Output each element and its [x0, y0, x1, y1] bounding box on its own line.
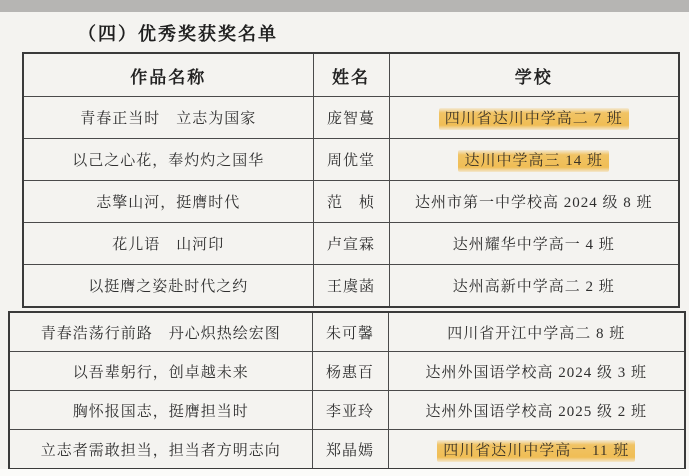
work-cell: 胸怀报国志，挺膺担当时 [9, 391, 312, 430]
name-cell: 郑晶嫣 [312, 430, 388, 470]
table-row [23, 97, 679, 139]
work-cell: 以吾辈躬行，创卓越未来 [9, 352, 312, 391]
work-cell: 青春正当时 立志为国家 [23, 97, 313, 139]
award-table-lower [8, 311, 686, 470]
name-cell: 朱可馨 [312, 312, 388, 352]
name-cell: 杨惠百 [312, 352, 388, 391]
work-cell: 志擎山河，挺膺时代 [23, 181, 313, 223]
school-cell [388, 430, 685, 470]
school-text: 达州外国语学校高 2025 级 2 班 [425, 403, 647, 420]
scan-bottom-margin [0, 469, 689, 476]
school-text: 达州耀华中学高一 4 班 [452, 237, 615, 253]
school-cell [389, 139, 679, 181]
table-header-row [23, 53, 679, 97]
name-cell: 周优堂 [313, 139, 389, 181]
school-highlight: 四川省达川中学高二 7 班 [439, 108, 629, 130]
table-row [9, 312, 685, 352]
school-cell [388, 312, 685, 352]
name-cell: 庞智蔓 [313, 97, 389, 139]
school-text: 达州市第一中学校高 2024 级 8 班 [414, 195, 653, 211]
work-cell: 以挺膺之姿赴时代之约 [23, 265, 313, 308]
work-cell: 立志者需敢担当，担当者方明志向 [9, 430, 312, 470]
school-text: 达州高新中学高二 2 班 [452, 279, 615, 295]
table-row [23, 139, 679, 181]
award-table-upper [22, 52, 680, 308]
school-cell [389, 223, 679, 265]
header-name: 姓名 [313, 53, 389, 97]
header-work-title: 作品名称 [23, 53, 313, 97]
school-text: 达州外国语学校高 2024 级 3 班 [425, 364, 647, 381]
table-row [23, 223, 679, 265]
school-highlight: 达川中学高三 14 班 [458, 150, 609, 172]
school-highlight: 四川省达川中学高一 11 班 [437, 440, 635, 462]
work-cell: 以己之心花，奉灼灼之国华 [23, 139, 313, 181]
school-cell [389, 265, 679, 308]
work-cell: 花儿语 山河印 [23, 223, 313, 265]
school-cell [389, 97, 679, 139]
work-cell: 青春浩荡行前路 丹心炽热绘宏图 [9, 312, 312, 352]
school-cell [388, 391, 685, 430]
school-text: 四川省开江中学高二 8 班 [447, 325, 626, 342]
school-cell [388, 352, 685, 391]
table-row [23, 181, 679, 223]
table-row [9, 352, 685, 391]
table-row [9, 391, 685, 430]
name-cell: 范 桢 [313, 181, 389, 223]
table-row [9, 430, 685, 470]
page-title: （四）优秀奖获奖名单 [78, 24, 278, 44]
table-row [23, 265, 679, 308]
name-cell: 李亚玲 [312, 391, 388, 430]
school-cell [389, 181, 679, 223]
header-school: 学校 [389, 53, 679, 97]
scan-top-strip [0, 0, 689, 12]
name-cell: 王虞菡 [313, 265, 389, 308]
name-cell: 卢宣霖 [313, 223, 389, 265]
